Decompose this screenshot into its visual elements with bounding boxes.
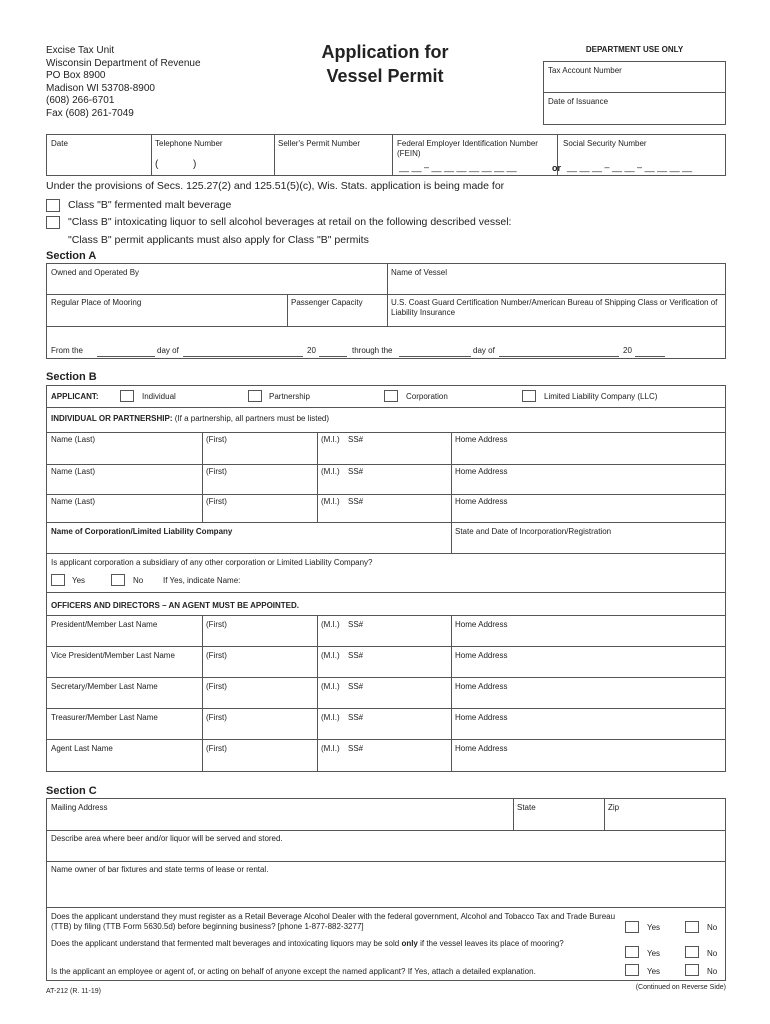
address-line: Madison WI 53708-8900 xyxy=(46,82,155,94)
officer-president-first: (First) xyxy=(206,620,227,629)
officer-treasurer-ss: SS# xyxy=(348,713,364,722)
address-line: (608) 266-6701 xyxy=(46,95,115,107)
phone-paren-close: ) xyxy=(193,159,197,170)
ttb-no-checkbox[interactable] xyxy=(685,921,699,933)
employee-no-checkbox[interactable] xyxy=(685,964,699,976)
owned-operated-label: Owned and Operated By xyxy=(51,268,140,277)
day-of-label: day of xyxy=(157,346,179,355)
agency-address xyxy=(46,45,201,121)
officer-agent-mi: (M.I.) xyxy=(321,744,340,753)
name-row-2-last: Name (Last) xyxy=(51,467,96,476)
officer-agent-last: Agent Last Name xyxy=(51,744,113,753)
through-label: through the xyxy=(352,346,393,355)
from-label: From the xyxy=(51,346,84,355)
officer-agent-ss: SS# xyxy=(348,744,364,753)
date-issuance-label: Date of Issuance xyxy=(548,97,609,106)
form-title xyxy=(290,40,480,88)
officer-president-mi: (M.I.) xyxy=(321,620,340,629)
address-line: Fax (608) 261-7049 xyxy=(46,107,134,119)
describe-area-label: Describe area where beer and/or liquor will be served and stored. xyxy=(51,834,283,843)
officer-vp-home: Home Address xyxy=(455,651,508,660)
department-use-box xyxy=(543,61,726,125)
class-b-note: "Class B" permit applicants must also apply for Class "B" permits xyxy=(68,234,369,246)
section-b-box xyxy=(46,385,726,772)
name-row-1-first: (First) xyxy=(206,435,227,444)
mailing-address-label: Mailing Address xyxy=(51,803,108,812)
name-row-3-home: Home Address xyxy=(455,497,508,506)
address-line: Excise Tax Unit xyxy=(46,45,115,56)
employee-no-label: No xyxy=(707,967,718,976)
name-row-1-mi: (M.I.) xyxy=(321,435,340,444)
section-c-heading: Section C xyxy=(46,785,97,797)
phone-paren-open: ( xyxy=(155,159,159,170)
officer-treasurer-last: Treasurer/Member Last Name xyxy=(51,713,158,722)
ssn-blanks[interactable]: __ __ __ – __ __ – __ __ __ __ xyxy=(567,162,693,172)
form-id: AT-212 (R. 11-19) xyxy=(46,988,101,995)
officer-president-last: President/Member Last Name xyxy=(51,620,158,629)
name-row-3-ss: SS# xyxy=(348,497,364,506)
officer-agent-home: Home Address xyxy=(455,744,508,753)
telephone-label: Telephone Number xyxy=(155,139,223,148)
mooring-yes-label: Yes xyxy=(647,949,661,958)
year1-label: 20 xyxy=(307,346,316,355)
mooring-question xyxy=(51,939,611,949)
individual-partnership-heading xyxy=(51,414,329,424)
address-line: PO Box 8900 xyxy=(46,70,106,82)
officer-president-ss: SS# xyxy=(348,620,364,629)
zip-label: Zip xyxy=(608,803,620,812)
llc-checkbox[interactable] xyxy=(522,390,536,402)
subsidiary-yes-label: Yes xyxy=(72,576,86,585)
officer-treasurer-home: Home Address xyxy=(455,713,508,722)
officer-agent-first: (First) xyxy=(206,744,227,753)
tax-account-label: Tax Account Number xyxy=(548,66,622,75)
officer-secretary-last: Secretary/Member Last Name xyxy=(51,682,158,691)
officer-vp-first: (First) xyxy=(206,651,227,660)
name-row-2-first: (First) xyxy=(206,467,227,476)
employee-yes-label: Yes xyxy=(647,967,661,976)
fein-blanks[interactable]: __ __ – __ __ __ __ __ __ __ xyxy=(399,162,517,172)
department-use-heading: DEPARTMENT USE ONLY xyxy=(585,45,684,54)
officer-secretary-ss: SS# xyxy=(348,682,364,691)
ind-heading-bold: INDIVIDUAL OR PARTNERSHIP: xyxy=(51,414,173,423)
applicant-label: APPLICANT: xyxy=(51,392,99,401)
section-b-heading: Section B xyxy=(46,371,97,383)
officer-secretary-first: (First) xyxy=(206,682,227,691)
subsidiary-yes-checkbox[interactable] xyxy=(51,574,65,586)
ttb-yes-label: Yes xyxy=(647,923,661,932)
class-b-liquor-checkbox[interactable] xyxy=(46,216,60,229)
mooring-no-checkbox[interactable] xyxy=(685,946,699,958)
class-b-malt-label: Class "B" fermented malt beverage xyxy=(68,199,232,211)
officer-vp-ss: SS# xyxy=(348,651,364,660)
officer-president-home: Home Address xyxy=(455,620,508,629)
officer-secretary-home: Home Address xyxy=(455,682,508,691)
id-row xyxy=(46,134,726,176)
name-row-3-mi: (M.I.) xyxy=(321,497,340,506)
officer-vp-last: Vice President/Member Last Name xyxy=(51,651,175,660)
name-row-1-home: Home Address xyxy=(455,435,508,444)
name-row-3-last: Name (Last) xyxy=(51,497,96,506)
indicate-name-label: If Yes, indicate Name: xyxy=(163,576,241,585)
corporation-checkbox[interactable] xyxy=(384,390,398,402)
officer-treasurer-first: (First) xyxy=(206,713,227,722)
mooring-question-only: only xyxy=(401,939,418,948)
subsidiary-no-label: No xyxy=(133,576,144,585)
section-a-box xyxy=(46,263,726,359)
date-label: Date xyxy=(51,139,68,148)
state-date-label: State and Date of Incorporation/Registration xyxy=(455,527,612,536)
day-of-2-label: day of xyxy=(473,346,495,355)
class-b-liquor-label: "Class B" intoxicating liquor to sell alcohol beverages at retail on the following described vessel: xyxy=(68,216,512,228)
tax-account-field[interactable] xyxy=(544,62,725,93)
date-issuance-field[interactable] xyxy=(544,93,725,124)
corp-name-label: Name of Corporation/Limited Liability Company xyxy=(51,527,233,536)
partnership-checkbox[interactable] xyxy=(248,390,262,402)
employee-yes-checkbox[interactable] xyxy=(625,964,639,976)
mooring-question-b: if the vessel leaves its place of mooring? xyxy=(417,939,564,948)
individual-label: Individual xyxy=(142,392,176,401)
mooring-yes-checkbox[interactable] xyxy=(625,946,639,958)
subsidiary-question: Is applicant corporation a subsidiary of any other corporation or Limited Liability Company? xyxy=(51,558,373,567)
name-row-3-first: (First) xyxy=(206,497,227,506)
officer-treasurer-mi: (M.I.) xyxy=(321,713,340,722)
subsidiary-no-checkbox[interactable] xyxy=(111,574,125,586)
name-row-2-ss: SS# xyxy=(348,467,364,476)
section-c-box xyxy=(46,798,726,981)
llc-label: Limited Liability Company (LLC) xyxy=(544,392,658,401)
individual-checkbox[interactable] xyxy=(120,390,134,402)
name-row-2-home: Home Address xyxy=(455,467,508,476)
officers-heading: OFFICERS AND DIRECTORS – AN AGENT MUST BE APPOINTED. xyxy=(51,601,300,610)
ttb-question: Does the applicant understand they must register as a Retail Beverage Alcohol Dealer with the federal government, Alcohol and Tobacco Tax and Trade Bureau (TTB) by filing (TTB Form 5630.5d) before beginning business? [phone 1-877-882-3277] xyxy=(51,912,616,931)
section-a-heading: Section A xyxy=(46,250,97,262)
ttb-no-label: No xyxy=(707,923,718,932)
corporation-label: Corporation xyxy=(406,392,448,401)
coast-guard-label: U.S. Coast Guard Certification Number/American Bureau of Shipping Class or Verification of Liability Insurance xyxy=(391,298,718,317)
officer-vp-mi: (M.I.) xyxy=(321,651,340,660)
mooring-label: Regular Place of Mooring xyxy=(51,298,142,307)
class-b-malt-checkbox[interactable] xyxy=(46,199,60,212)
title-line-2: Vessel Permit xyxy=(326,66,444,86)
or-text: or xyxy=(552,163,561,173)
title-line-1: Application for xyxy=(321,42,449,62)
fein-label: Federal Employer Identification Number (FEIN) xyxy=(397,139,538,158)
owner-fixtures-label: Name owner of bar fixtures and state terms of lease or rental. xyxy=(51,865,269,874)
ttb-yes-checkbox[interactable] xyxy=(625,921,639,933)
sellers-permit-label: Seller's Permit Number xyxy=(278,139,360,148)
partnership-label: Partnership xyxy=(269,392,310,401)
name-row-1-last: Name (Last) xyxy=(51,435,96,444)
provisions-text: Under the provisions of Secs. 125.27(2) and 125.51(5)(c), Wis. Stats. application is being made for xyxy=(46,180,505,192)
officer-secretary-mi: (M.I.) xyxy=(321,682,340,691)
mooring-no-label: No xyxy=(707,949,718,958)
vessel-name-label: Name of Vessel xyxy=(391,268,448,277)
ind-heading-note: (If a partnership, all partners must be listed) xyxy=(174,414,330,423)
mooring-question-a: Does the applicant understand that fermented malt beverages and intoxicating liquors may be sold xyxy=(51,939,402,948)
employee-question: Is the applicant an employee or agent of, or acting on behalf of anyone except the named applicant? If Yes, attach a detailed explanation. xyxy=(51,967,536,976)
state-label: State xyxy=(517,803,536,812)
ssn-label: Social Security Number xyxy=(563,139,647,148)
address-line: Wisconsin Department of Revenue xyxy=(46,57,201,69)
continued-note: (Continued on Reverse Side) xyxy=(635,984,726,991)
name-row-1-ss: SS# xyxy=(348,435,364,444)
name-row-2-mi: (M.I.) xyxy=(321,467,340,476)
capacity-label: Passenger Capacity xyxy=(291,298,363,307)
year2-label: 20 xyxy=(623,346,632,355)
